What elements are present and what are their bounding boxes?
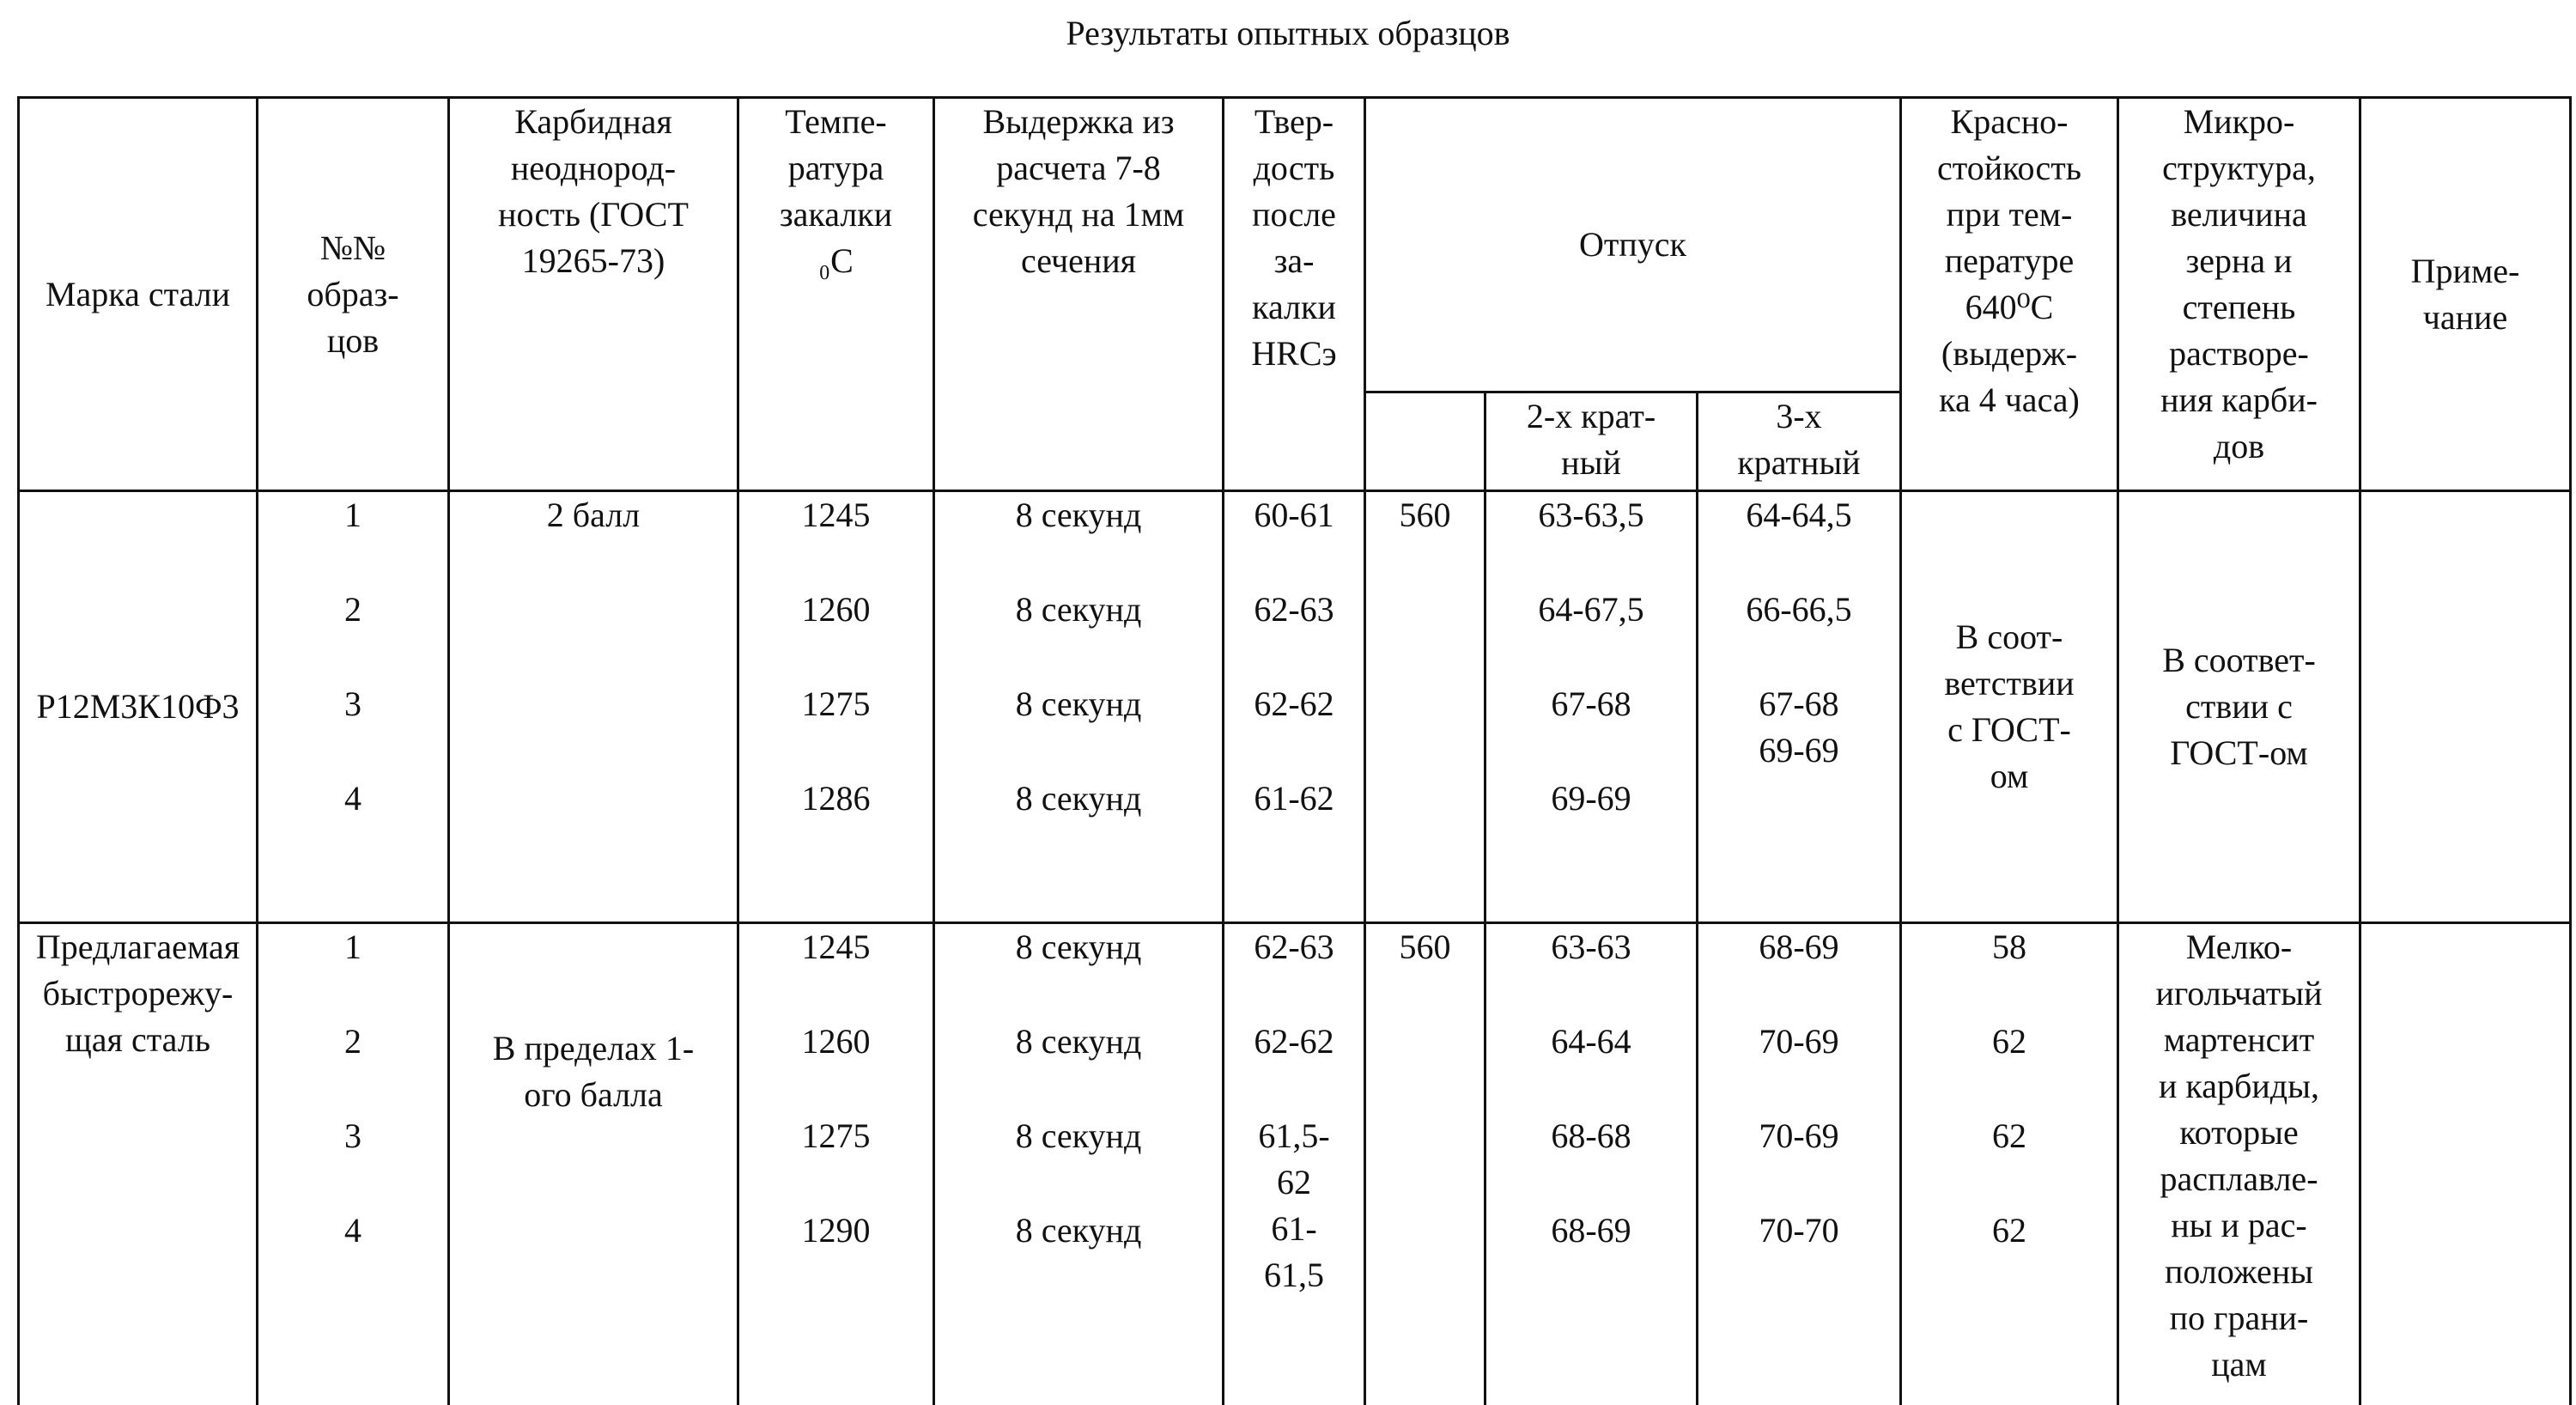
- cell-text: 62-62: [1254, 684, 1334, 723]
- header-tempering-temp: [1365, 392, 1485, 491]
- group1-microstructure: [2118, 491, 2360, 923]
- header-text: чание: [2422, 297, 2508, 337]
- cell-text: 1245: [801, 928, 871, 966]
- cell-text: 62-63: [1254, 928, 1334, 966]
- header-text: 19265-73): [521, 241, 665, 280]
- header-red-hardness: [1901, 98, 2118, 491]
- cell-text: 62-62: [1254, 1022, 1334, 1061]
- cell-text: 1245: [801, 496, 871, 534]
- header-text: (выдерж-: [1941, 334, 2078, 373]
- cell-text: и карбиды,: [2159, 1067, 2319, 1105]
- cell-text: положены: [2165, 1252, 2313, 1291]
- cell-text: 1260: [801, 1022, 871, 1061]
- group1-hardness: [1224, 491, 1365, 923]
- header-tempering-2x: [1485, 392, 1698, 491]
- cell-text: 8 секунд: [1015, 928, 1142, 966]
- cell-text: 1286: [801, 779, 871, 818]
- cell-text: 2 балл: [546, 496, 641, 534]
- cell-text: 67-68: [1551, 684, 1631, 723]
- header-text: Красно-: [1950, 102, 2069, 141]
- header-text: Отпуск: [1579, 225, 1686, 264]
- header-text: секунд на 1мм: [972, 195, 1185, 234]
- cell-text: 66-66,5: [1746, 590, 1852, 629]
- cell-text: быстрорежу-: [42, 974, 234, 1013]
- cell-text: ом: [1990, 757, 2029, 795]
- header-text: калки: [1252, 288, 1336, 326]
- cell-text: 8 секунд: [1015, 496, 1142, 534]
- cell-text: 70-70: [1759, 1211, 1839, 1250]
- cell-text: 68-69: [1759, 928, 1839, 966]
- cell-text: Р12М3К10Ф3: [36, 687, 240, 726]
- header-steel-grade-label: Марка стали: [45, 274, 231, 313]
- header-text: Твер-: [1254, 102, 1334, 141]
- group2-red-hardness: [1901, 923, 2118, 1405]
- header-hardness: [1224, 98, 1365, 491]
- cell-text: ого балла: [524, 1075, 663, 1114]
- cell-text: 64-64,5: [1746, 496, 1852, 534]
- header-text: неоднород-: [510, 149, 677, 187]
- group2-tempering-3x: [1698, 923, 1901, 1405]
- cell-text: 1: [344, 496, 361, 534]
- cell-text: 58: [1992, 928, 2026, 966]
- header-text: HRCэ: [1251, 334, 1337, 373]
- cell-text: В соот-: [1955, 617, 2063, 656]
- cell-text: 8 секунд: [1015, 1022, 1142, 1061]
- group2-temperatures: [738, 923, 934, 1405]
- header-sample-no: [258, 98, 449, 491]
- header-text: ния карби-: [2160, 380, 2318, 419]
- group1-holding: [934, 491, 1224, 923]
- group2-samples: [258, 923, 449, 1405]
- header-holding: [934, 98, 1224, 491]
- cell-text: 8 секунд: [1015, 684, 1142, 723]
- cell-text: которые: [2179, 1113, 2299, 1152]
- group1-note: [2360, 491, 2571, 923]
- cell-text: расплавле-: [2160, 1159, 2318, 1198]
- header-note: [2360, 98, 2571, 491]
- header-text: 640⁰С: [1965, 288, 2054, 326]
- group1-tempering-3x: [1698, 491, 1901, 923]
- header-tempering: [1365, 98, 1901, 392]
- cell-text: 62: [1992, 1022, 2026, 1061]
- header-text: Выдержка из: [982, 102, 1175, 141]
- cell-text: 61,5-: [1258, 1116, 1330, 1155]
- group2-tempering-temp: [1365, 923, 1485, 1405]
- group1-tempering-2x: [1485, 491, 1698, 923]
- cell-text: 68-69: [1551, 1211, 1631, 1250]
- header-text: ратура: [787, 149, 884, 187]
- cell-text: 8 секунд: [1015, 1211, 1142, 1250]
- cell-text: 69-69: [1551, 779, 1631, 818]
- header-text: №№: [319, 228, 386, 267]
- header-text: Карбидная: [514, 102, 672, 141]
- header-text: пературе: [1944, 241, 2075, 280]
- header-text: расчета 7-8: [996, 149, 1161, 187]
- cell-text: щая сталь: [65, 1020, 210, 1059]
- cell-text: ствии с: [2185, 687, 2293, 726]
- header-text: 2-х крат-: [1526, 397, 1656, 435]
- cell-text: 62: [1992, 1211, 2026, 1250]
- cell-text: мартенсит: [2163, 1020, 2315, 1059]
- table-row: [19, 923, 2571, 1405]
- cell-text: 69-69: [1759, 731, 1839, 769]
- cell-text: 67-68: [1759, 684, 1839, 723]
- group1-steel: [19, 491, 258, 923]
- header-tempering-3x: [1698, 392, 1901, 491]
- cell-text: 62: [1992, 1116, 2026, 1155]
- cell-text: 1275: [801, 684, 871, 723]
- header-text: растворе-: [2169, 334, 2309, 373]
- cell-text: 61-62: [1254, 779, 1334, 818]
- cell-text: 3: [344, 1116, 361, 1155]
- cell-text: 8 секунд: [1015, 1116, 1142, 1155]
- group2-carbide: [449, 923, 738, 1405]
- group1-tempering-temp: [1365, 491, 1485, 923]
- header-text: 3-х: [1776, 397, 1822, 435]
- group1-samples: [258, 491, 449, 923]
- cell-text: ветствии: [1944, 664, 2075, 702]
- cell-text: 4: [344, 1211, 361, 1250]
- cell-text: 63-63,5: [1538, 496, 1644, 534]
- cell-text: 1290: [801, 1211, 871, 1250]
- cell-text: 61-: [1271, 1209, 1317, 1248]
- header-text: после: [1252, 195, 1336, 234]
- table-row: [19, 491, 2571, 923]
- header-text: дость: [1253, 149, 1335, 187]
- header-text: величина: [2171, 195, 2307, 234]
- cell-text: 1275: [801, 1116, 871, 1155]
- cell-text: 2: [344, 1022, 361, 1061]
- header-text: дов: [2213, 427, 2265, 465]
- group2-steel: [19, 923, 258, 1405]
- cell-text: 61,5: [1264, 1256, 1324, 1294]
- group1-carbide: [449, 491, 738, 923]
- header-text: при тем-: [1946, 195, 2073, 234]
- cell-text: Предлагаемая: [35, 928, 240, 966]
- group1-temperatures: [738, 491, 934, 923]
- cell-text: 8 секунд: [1015, 590, 1142, 629]
- header-text: ность (ГОСТ: [498, 195, 689, 234]
- header-text: ный: [1561, 443, 1621, 482]
- header-text: Темпе-: [785, 102, 887, 141]
- header-microstructure: [2118, 98, 2360, 491]
- group2-note: [2360, 923, 2571, 1405]
- header-text: за-: [1273, 241, 1315, 280]
- cell-text: В пределах 1-: [492, 1029, 695, 1067]
- group1-red-hardness: [1901, 491, 2118, 923]
- cell-text: 62-63: [1254, 590, 1334, 629]
- cell-text: 70-69: [1759, 1022, 1839, 1061]
- header-text: стойкость: [1937, 149, 2081, 187]
- cell-text: 4: [344, 779, 361, 818]
- cell-text: ны и рас-: [2171, 1206, 2307, 1244]
- cell-text: 560: [1399, 928, 1451, 966]
- cell-text: 60-61: [1254, 496, 1334, 534]
- cell-text: 70-69: [1759, 1116, 1839, 1155]
- header-row: [19, 98, 2571, 392]
- header-text: сечения: [1020, 241, 1137, 280]
- header-temperature: [738, 98, 934, 491]
- cell-text: 1260: [801, 590, 871, 629]
- header-carbide: [449, 98, 738, 491]
- cell-text: цам: [2211, 1345, 2267, 1384]
- group2-microstructure: [2118, 923, 2360, 1405]
- header-steel-grade: [19, 98, 258, 491]
- cell-text: 2: [344, 590, 361, 629]
- header-text: Микро-: [2183, 102, 2295, 141]
- cell-text: 63-63: [1551, 928, 1631, 966]
- group2-holding: [934, 923, 1224, 1405]
- header-text: закалки: [779, 195, 893, 234]
- results-table: [17, 96, 2572, 1405]
- cell-text: ГОСТ-ом: [2170, 733, 2308, 772]
- page-title: Результаты опытных образцов: [1066, 14, 1510, 52]
- header-text: Приме-: [2410, 251, 2520, 290]
- header-text: ₀С: [818, 241, 854, 280]
- cell-text: с ГОСТ-: [1947, 710, 2071, 749]
- cell-text: 62: [1277, 1163, 1311, 1201]
- header-text: степень: [2182, 288, 2296, 326]
- header-text: цов: [326, 320, 380, 360]
- cell-text: 64-64: [1551, 1022, 1631, 1061]
- cell-text: игольчатый: [2155, 974, 2323, 1013]
- cell-text: Мелко-: [2185, 928, 2293, 966]
- header-text: кратный: [1737, 443, 1861, 482]
- header-text: структура,: [2162, 149, 2316, 187]
- header-text: зерна и: [2185, 241, 2293, 280]
- header-text: ка 4 часа): [1939, 380, 2080, 419]
- group2-hardness: [1224, 923, 1365, 1405]
- cell-text: 68-68: [1551, 1116, 1631, 1155]
- cell-text: 64-67,5: [1538, 590, 1644, 629]
- cell-text: 560: [1399, 496, 1451, 534]
- cell-text: 1: [344, 928, 361, 966]
- cell-text: В соответ-: [2162, 641, 2316, 679]
- header-text: образ-: [307, 274, 399, 313]
- group2-tempering-2x: [1485, 923, 1698, 1405]
- cell-text: по грани-: [2169, 1299, 2309, 1337]
- cell-text: 8 секунд: [1015, 779, 1142, 818]
- cell-text: 3: [344, 684, 361, 723]
